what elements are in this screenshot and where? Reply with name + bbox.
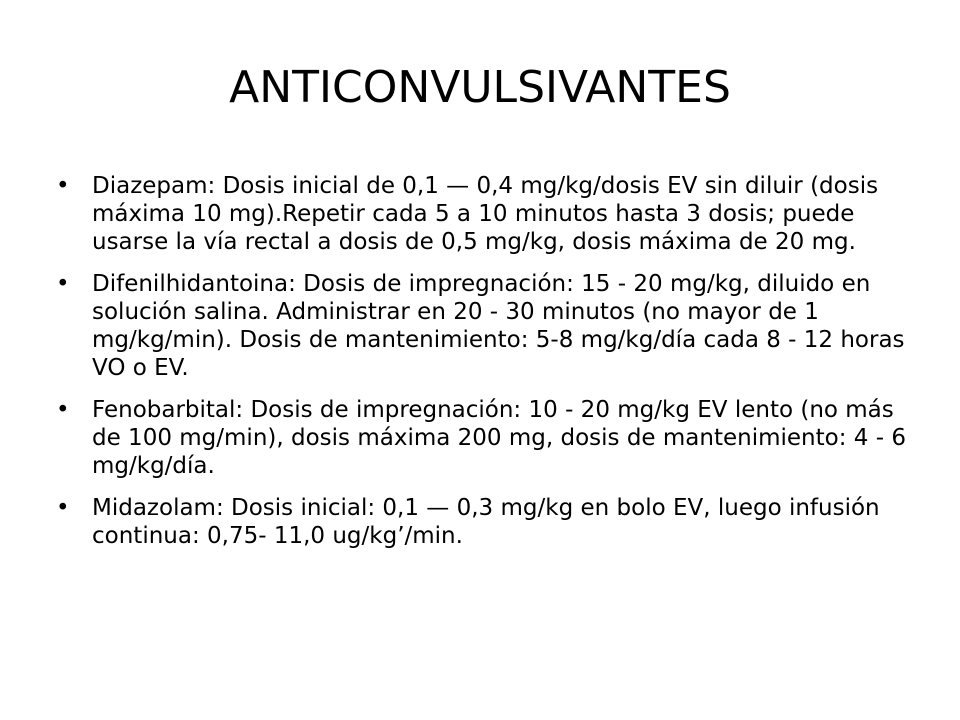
bullet-dot-icon: •	[56, 495, 70, 521]
bullet-text-fenobarbital: Fenobarbital: Dosis de impregnación: 10 - 20 mg/kg EV lento (no más de 100 mg/min), dosis máxima 200 mg, dosis de mantenimiento: 4 - 6 mg/kg/día.	[92, 397, 906, 479]
bullet-item-midazolam	[56, 494, 916, 550]
slide-title: ANTICONVULSIVANTES	[229, 62, 731, 113]
bullet-list	[56, 172, 916, 564]
bullet-text-diazepam: Diazepam: Dosis inicial de 0,1 — 0,4 mg/kg/dosis EV sin diluir (dosis máxima 10 mg).Repetir cada 5 a 10 minutos hasta 3 dosis; puede usarse la vía rectal a dosis de 0,5 mg/kg, dosis máxima de 20 mg.	[92, 173, 879, 255]
bullet-dot-icon: •	[56, 397, 70, 423]
bullet-text-difenilhidantoina: Difenilhidantoina: Dosis de impregnación: 15 - 20 mg/kg, diluido en solución salina. Administrar en 20 - 30 minutos (no mayor de 1 mg/kg/min). Dosis de mantenimiento: 5-8 mg/kg/día cada 8 - 12 horas VO o EV.	[92, 271, 905, 381]
bullet-dot-icon: •	[56, 271, 70, 297]
bullet-dot-icon: •	[56, 173, 70, 199]
bullet-item-difenilhidantoina	[56, 270, 916, 382]
bullet-item-diazepam	[56, 172, 916, 256]
bullet-item-fenobarbital	[56, 396, 916, 480]
bullet-text-midazolam: Midazolam: Dosis inicial: 0,1 — 0,3 mg/kg en bolo EV, luego infusión continua: 0,75- 11,0 ug/kg’/min.	[92, 495, 880, 549]
